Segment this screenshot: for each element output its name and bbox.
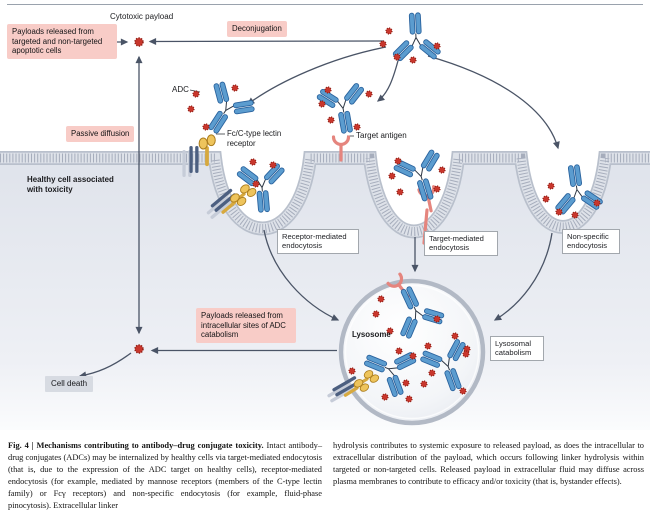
lectin-receptor-label: Fc/C-type lectin receptor bbox=[227, 129, 282, 148]
apoptotic-payload-release-label: Payloads released from targeted and non-targeted apoptotic cells bbox=[7, 24, 117, 59]
fc-receptor-bars-icon bbox=[182, 146, 198, 177]
cell-interior bbox=[0, 158, 650, 430]
caption-left-text: Intact antibody–drug conjugates (ADCs) may be internalized by healthy cells via target-mediated endocytosis (that is, due to the expression of the ADC target on healthy cells), receptor-mediated endocytosis (for example, mediated by mannose receptors (members of the C-type lectin family) or Fcγ receptors) and non-specific endocytosis (for example, fluid-phase pinocytosis). Extracellular linker bbox=[8, 441, 323, 511]
adc-antibody-antigen-bound bbox=[315, 81, 372, 137]
lysosomal-catabolism-label: Lysosomal catabolism bbox=[490, 336, 544, 361]
caption-right-text: hydrolysis contributes to systemic exposure to released payload, as does the intracellular to extracellular distribution of the payload, which occurs following linker hydrolysis within targeted or non-targeted cells. Released payload in extracellular fluid may diffuse across plasma membranes to contribute to efficacy and/or toxicity (that is, bystander effects). bbox=[333, 441, 644, 487]
receptor-mediated-endocytosis-label: Receptor-mediated endocytosis bbox=[277, 229, 359, 254]
intracellular-payload-release-label: Payloads released from intracellular sites of ADC catabolism bbox=[196, 308, 296, 343]
deconjugation-label: Deconjugation bbox=[227, 21, 287, 37]
released-payload-dot bbox=[135, 345, 143, 353]
cytotoxic-payload-dot bbox=[135, 38, 143, 46]
healthy-cell-label: Healthy cell associated with toxicity bbox=[27, 175, 114, 194]
passive-diffusion-label: Passive diffusion bbox=[66, 126, 134, 142]
cytotoxic-payload-label: Cytotoxic payload bbox=[110, 12, 174, 21]
caption-left-column bbox=[8, 440, 322, 513]
non-specific-endocytosis-label: Non-specific endocytosis bbox=[562, 229, 620, 254]
lysosome-label: Lysosome bbox=[352, 330, 391, 339]
caption-heading: Fig. 4 | Mechanisms contributing to antibody–drug conjugate toxicity. bbox=[8, 441, 264, 450]
figure-caption bbox=[8, 440, 644, 513]
caption-right-column bbox=[333, 440, 644, 513]
target-mediated-endocytosis-label: Target-mediated endocytosis bbox=[424, 231, 498, 256]
cell-death-label: Cell death bbox=[45, 376, 93, 392]
target-antigen-label: Target antigen bbox=[356, 131, 407, 140]
adc-label: ADC bbox=[172, 85, 189, 94]
